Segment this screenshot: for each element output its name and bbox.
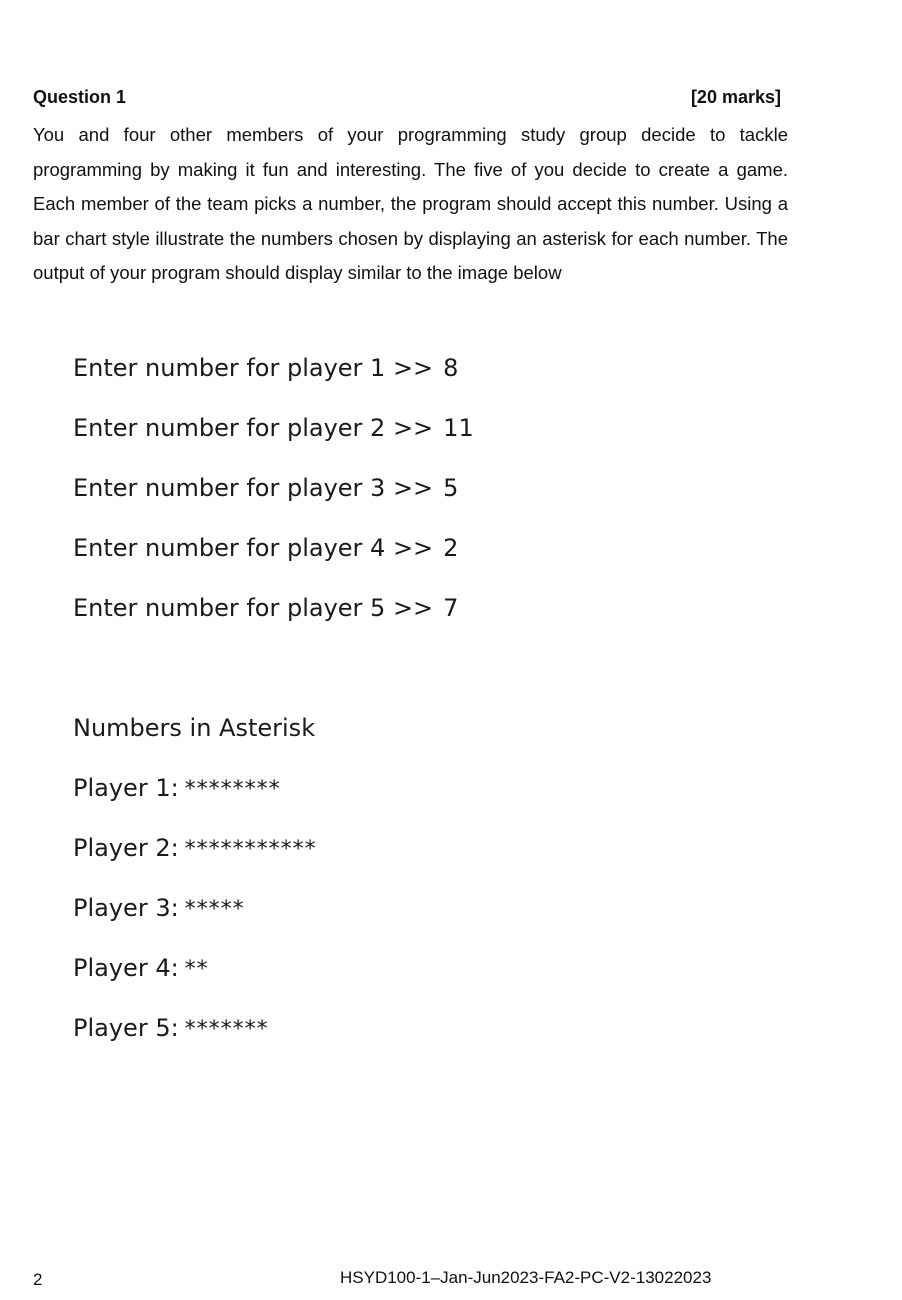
question-body: You and four other members of your programming study group decide to tackle programming by making it fun and interesting. The five of you decide to create a game. Each member of the team picks a number, the program should accept this number. Using a bar chart style illustrate the numbers chosen by displaying an asterisk for each number. The output of your program should display similar to the image below	[33, 124, 788, 284]
input-prompt: Enter number for player 4 >>	[73, 534, 434, 562]
input-prompt: Enter number for player 5 >>	[73, 594, 434, 622]
input-prompt: Enter number for player 2 >>	[73, 414, 434, 442]
input-value: 2	[443, 534, 459, 562]
output-label: Player 1:	[73, 774, 179, 802]
output-label: Player 5:	[73, 1014, 179, 1042]
output-stars: ********	[184, 777, 281, 802]
input-value: 11	[443, 414, 474, 442]
document-code: HSYD100-1–Jan-Jun2023-FA2-PC-V2-13022023	[340, 1268, 712, 1287]
input-value: 5	[443, 474, 459, 502]
output-label: Player 4:	[73, 954, 179, 982]
output-stars: *******	[184, 1017, 269, 1042]
output-line	[73, 1013, 269, 1043]
question-title: Question 1	[33, 87, 127, 107]
output-stars: ***********	[184, 837, 317, 862]
output-stars: **	[184, 957, 209, 982]
input-line	[73, 353, 458, 383]
input-line	[73, 473, 458, 503]
page-number: 2	[33, 1270, 43, 1289]
output-stars: *****	[184, 897, 245, 922]
output-line	[73, 833, 317, 863]
output-label: Player 3:	[73, 894, 179, 922]
output-line	[73, 893, 245, 923]
input-line	[73, 533, 458, 563]
input-line	[73, 593, 458, 623]
input-prompt: Enter number for player 3 >>	[73, 474, 434, 502]
input-value: 8	[443, 354, 459, 382]
input-line	[73, 413, 474, 443]
output-line	[73, 773, 281, 803]
output-line	[73, 953, 209, 983]
output-heading: Numbers in Asterisk	[73, 714, 316, 742]
question-marks: [20 marks]	[690, 87, 781, 107]
output-label: Player 2:	[73, 834, 179, 862]
input-value: 7	[443, 594, 459, 622]
question-header	[33, 86, 781, 108]
input-prompt: Enter number for player 1 >>	[73, 354, 434, 382]
